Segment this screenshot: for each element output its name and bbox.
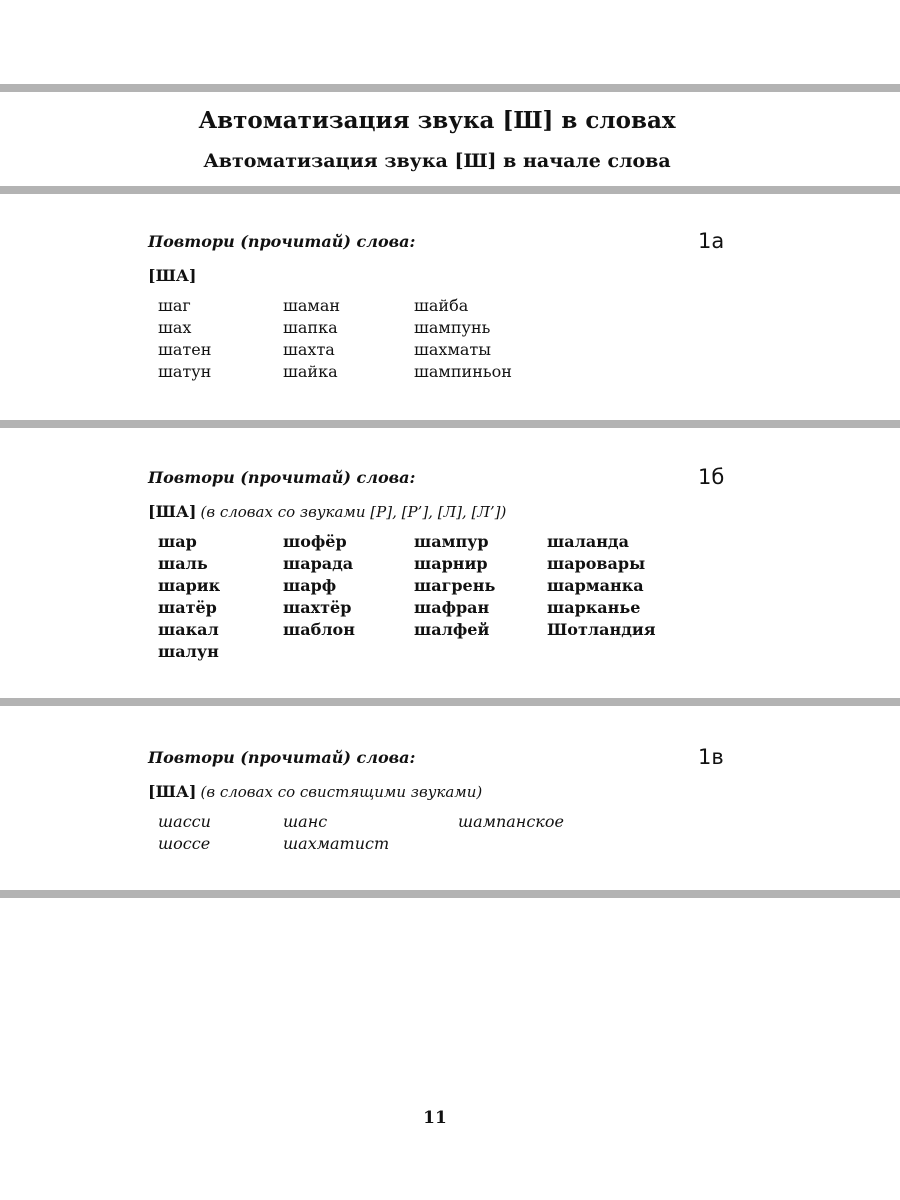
word: шайка bbox=[283, 362, 338, 381]
page-title: Автоматизация звука [Ш] в словах bbox=[198, 107, 676, 134]
word: шарада bbox=[283, 554, 354, 573]
word: шаль bbox=[158, 554, 208, 573]
word: шаланда bbox=[547, 532, 629, 551]
word: шалун bbox=[158, 642, 219, 661]
exercise-number: 1в bbox=[698, 745, 724, 769]
section-rule-1 bbox=[0, 420, 900, 428]
exercise-instruction: Повтори (прочитай) слова: bbox=[148, 232, 416, 251]
exercise-number: 1б bbox=[698, 465, 725, 489]
top-rule bbox=[0, 84, 900, 92]
word: шахта bbox=[283, 340, 335, 359]
word: шарик bbox=[158, 576, 221, 595]
word: шаблон bbox=[283, 620, 355, 639]
word: шах bbox=[158, 318, 192, 337]
word: шарканье bbox=[547, 598, 641, 617]
syllable: [ША] bbox=[148, 782, 197, 801]
word: шарф bbox=[283, 576, 337, 595]
section-rule-3 bbox=[0, 890, 900, 898]
word: шакал bbox=[158, 620, 219, 639]
word: шайба bbox=[414, 296, 469, 315]
exercise-instruction: Повтори (прочитай) слова: bbox=[148, 748, 416, 767]
word: шатёр bbox=[158, 598, 217, 617]
word: шампунь bbox=[414, 318, 491, 337]
word: шарманка bbox=[547, 576, 644, 595]
word: шаровары bbox=[547, 554, 646, 573]
section-rule-2 bbox=[0, 698, 900, 706]
syllable: [ША] bbox=[148, 502, 197, 521]
word: шампиньон bbox=[414, 362, 512, 381]
word: шанс bbox=[283, 812, 328, 831]
word: шатен bbox=[158, 340, 212, 359]
syllable-note: (в словах со свистящими звуками) bbox=[200, 783, 483, 801]
word: шагрень bbox=[414, 576, 496, 595]
word: шоссе bbox=[158, 834, 211, 853]
word-column bbox=[158, 295, 211, 383]
exercise-instruction: Повтори (прочитай) слова: bbox=[148, 468, 416, 487]
word: шахматы bbox=[414, 340, 492, 359]
word: шампанское bbox=[458, 812, 564, 831]
syllable-note: (в словах со звуками [Р], [Р’], [Л], [Л’]) bbox=[200, 503, 507, 521]
word: шапка bbox=[283, 318, 338, 337]
word-column bbox=[283, 295, 340, 383]
word-column bbox=[158, 531, 220, 663]
word-column bbox=[414, 295, 512, 383]
page-number: 11 bbox=[423, 1108, 447, 1128]
word: шофёр bbox=[283, 532, 347, 551]
header-rule bbox=[0, 186, 900, 194]
word-column bbox=[158, 811, 211, 855]
page-subtitle: Автоматизация звука [Ш] в начале слова bbox=[203, 150, 671, 172]
word: шахматист bbox=[283, 834, 390, 853]
syllable-label bbox=[148, 266, 196, 285]
exercise-number: 1а bbox=[698, 229, 725, 253]
word: шасси bbox=[158, 812, 211, 831]
word: шар bbox=[158, 532, 197, 551]
word: шатун bbox=[158, 362, 212, 381]
word-column bbox=[458, 811, 564, 833]
syllable-label bbox=[148, 782, 482, 801]
word: шампур bbox=[414, 532, 489, 551]
word: Шотландия bbox=[547, 620, 656, 639]
word-column bbox=[283, 811, 389, 855]
word-column bbox=[547, 531, 656, 641]
word: шахтёр bbox=[283, 598, 352, 617]
syllable: [ША] bbox=[148, 266, 197, 285]
word: шаг bbox=[158, 296, 191, 315]
word: шалфей bbox=[414, 620, 490, 639]
word-column bbox=[414, 531, 495, 641]
syllable-label bbox=[148, 502, 506, 521]
word: шаман bbox=[283, 296, 341, 315]
word-column bbox=[283, 531, 355, 641]
word: шарнир bbox=[414, 554, 488, 573]
word: шафран bbox=[414, 598, 490, 617]
